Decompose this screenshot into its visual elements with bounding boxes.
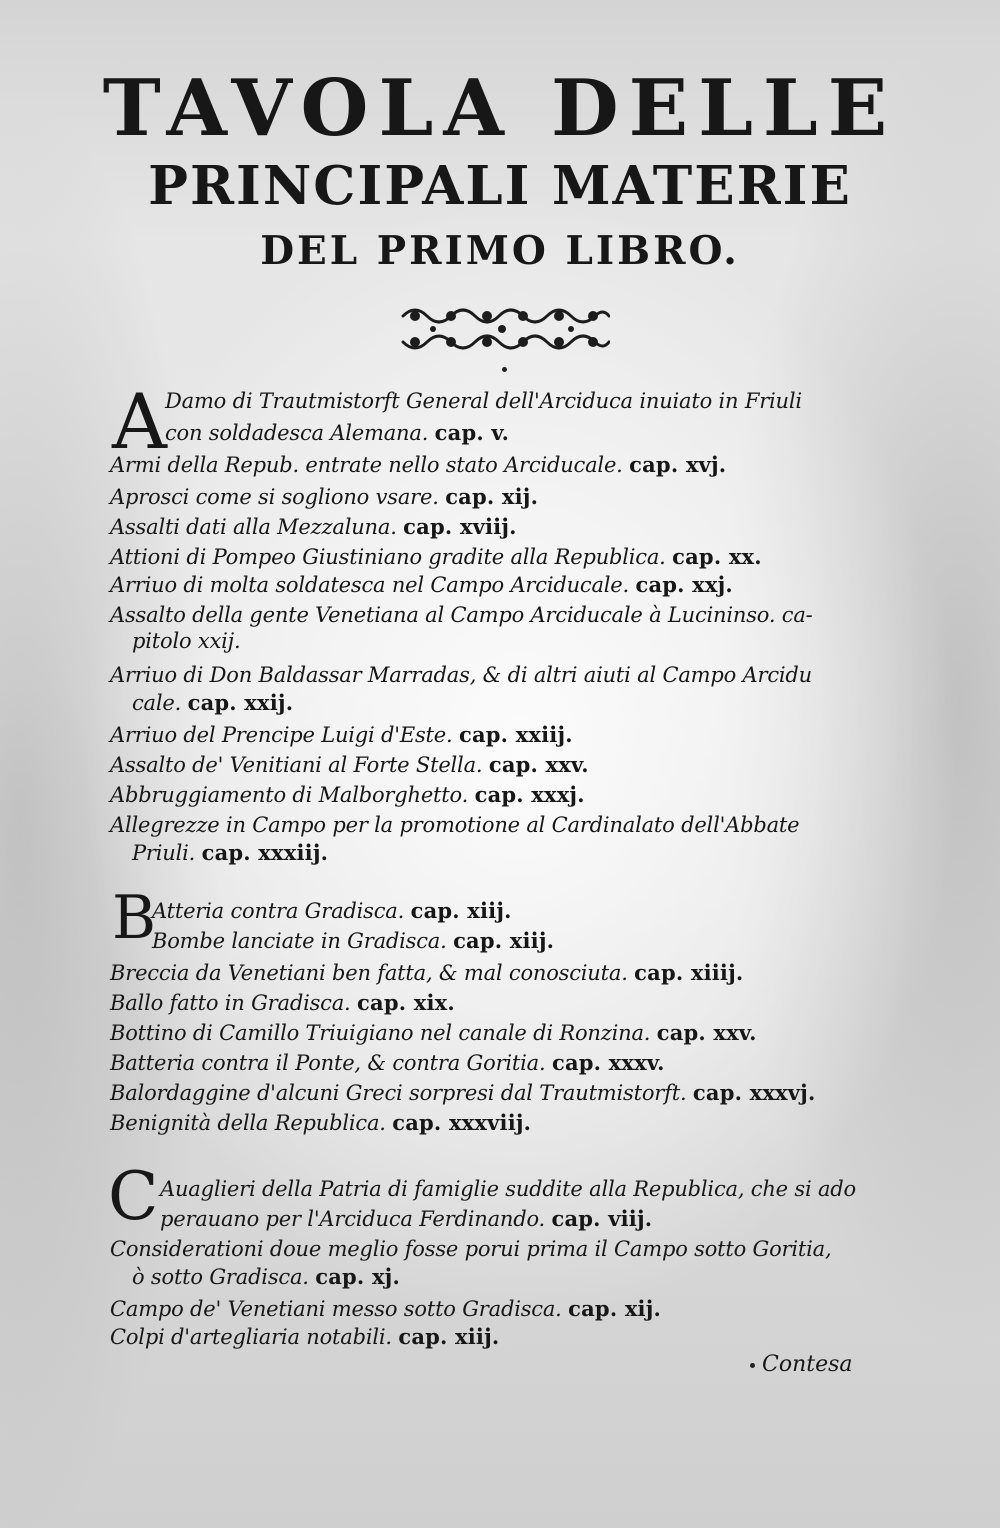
index-entry: Allegrezze in Campo per la promotione al Cardinalato dell'Abbate [110,813,800,837]
index-entry: Auaglieri della Patria di famiglie suddite alla Republica, che si ado [160,1177,856,1201]
index-entry: Ballo fatto in Gradisca. cap. xix. [110,990,455,1015]
drop-cap-c: C [108,1158,159,1235]
index-entry: Breccia da Venetiani ben fatta, & mal conosciuta. cap. xiiij. [110,960,744,985]
index-entry: Arriuo del Prencipe Luigi d'Este. cap. xxiij. [110,722,573,747]
index-entry: Atteria contra Gradisca. cap. xiij. [152,898,512,923]
drop-cap-b: B [112,883,157,953]
page-subheading: DEL PRIMO LIBRO. [260,228,740,274]
index-entry: Colpi d'artegliaria notabili. cap. xiij. [110,1324,500,1349]
index-entry-continuation: con soldadesca Alemana. cap. v. [165,420,510,445]
index-entry: Considerationi doue meglio fosse porui prima il Campo sotto Goritia, [110,1237,832,1261]
index-entry: Arriuo di Don Baldassar Marradas, & di altri aiuti al Campo Arcidu [110,663,812,687]
page-title: TAVOLA DELLE [102,63,898,154]
index-entry: Bottino di Camillo Triuigiano nel canale di Ronzina. cap. xxv. [110,1020,757,1045]
index-entry: Assalto de' Venitiani al Forte Stella. cap. xxv. [110,752,589,777]
page-subtitle: PRINCIPALI MATERIE [148,155,852,217]
index-entry: Batteria contra il Ponte, & contra Goritia. cap. xxxv. [110,1050,665,1075]
catchword: Contesa [762,1352,853,1377]
index-entry-continuation: perauano per l'Arciduca Ferdinando. cap. viij. [160,1206,653,1231]
index-entry: Benignità della Republica. cap. xxxviij. [110,1110,532,1135]
index-entry-continuation: pitolo xxij. [132,629,241,653]
index-entry: Assalto della gente Venetiana al Campo Arciducale à Lucininso. ca- [110,603,813,627]
index-entry: Campo de' Venetiani messo sotto Gradisca. cap. xij. [110,1296,662,1321]
index-entry-continuation: cale. cap. xxij. [132,690,294,715]
index-entry-continuation: ò sotto Gradisca. cap. xj. [132,1264,400,1289]
drop-cap-a: A [112,377,167,466]
index-entry: Assalti dati alla Mezzaluna. cap. xviij. [110,514,517,539]
index-entry: Attioni di Pompeo Giustiniano gradite alla Republica. cap. xx. [110,544,762,569]
index-entry: Damo di Trautmistorft General dell'Arciduca inuiato in Friuli [165,389,802,413]
index-entry: Aprosci come si sogliono vsare. cap. xij. [110,484,539,509]
index-entry: Armi della Repub. entrate nello stato Arciducale. cap. xvj. [110,452,727,477]
index-entry: Abbruggiamento di Malborghetto. cap. xxxj. [110,782,585,807]
index-entry: Bombe lanciate in Gradisca. cap. xiij. [152,928,555,953]
index-entry: Arriuo di molta soldatesca nel Campo Arciducale. cap. xxj. [110,572,733,597]
index-entry-continuation: Priuli. cap. xxxiij. [132,840,329,865]
catchword-dot [750,1363,755,1368]
index-entry: Balordaggine d'alcuni Greci sorpresi dal Trautmistorft. cap. xxxvj. [110,1080,816,1105]
